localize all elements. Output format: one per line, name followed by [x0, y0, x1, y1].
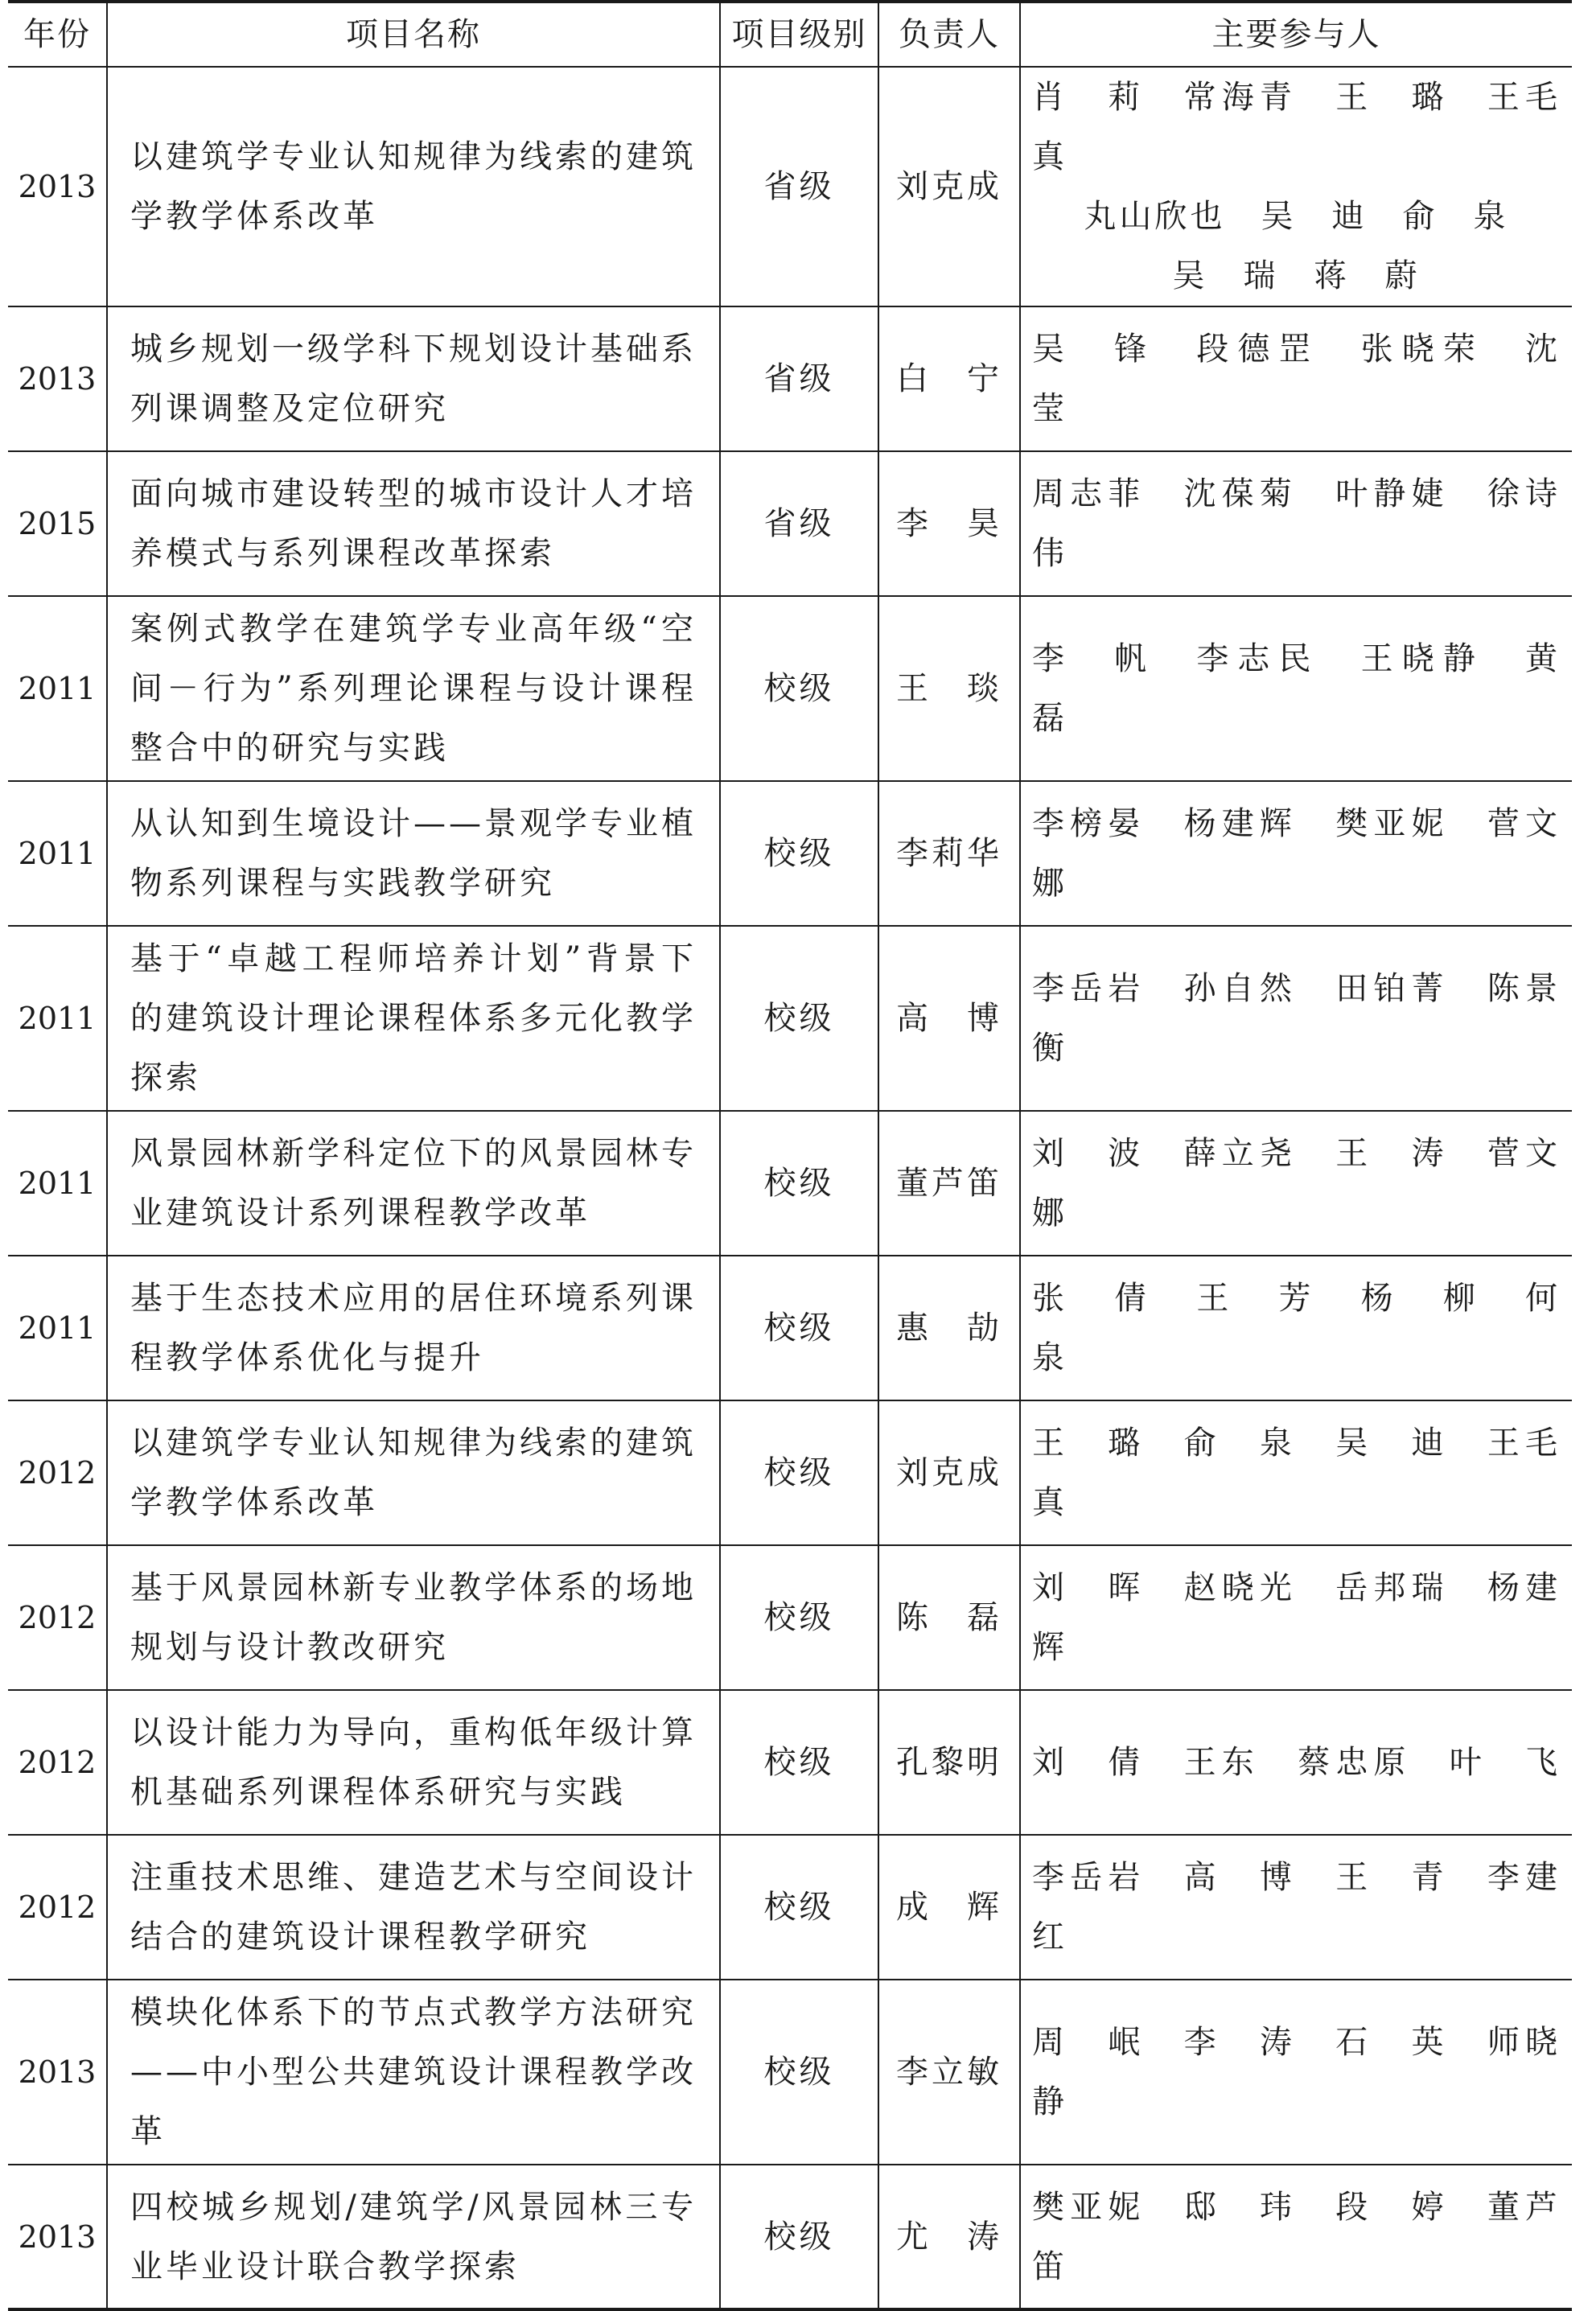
- members-line: 周志菲 沈葆菊 叶静婕 徐诗伟: [1032, 475, 1561, 572]
- cell-year: 2011: [8, 926, 107, 1111]
- table-row: [8, 67, 1572, 306]
- table-row: [8, 781, 1572, 926]
- cell-project-name: 风景园林新学科定位下的风景园林专业建筑设计系列课程教学改革: [107, 1111, 720, 1256]
- cell-project-level: 校级: [720, 1690, 878, 1835]
- cell-project-name: 面向城市建设转型的城市设计人才培养模式与系列课程改革探索: [107, 451, 720, 596]
- table-row: [8, 596, 1572, 781]
- members-line: 周 岷 李 涛 石 英 师晓静: [1032, 2024, 1561, 2120]
- members-line: 李榜晏 杨建辉 樊亚妮 菅文娜: [1032, 805, 1561, 902]
- projects-table: [8, 0, 1596, 2311]
- cell-project-level: 校级: [720, 1835, 878, 1980]
- cell-project-name: 以设计能力为导向，重构低年级计算机基础系列课程体系研究与实践: [107, 1690, 720, 1835]
- cell-leader: 董芦笛: [878, 1111, 1020, 1256]
- cell-members: [1020, 67, 1572, 306]
- table-row: [8, 1400, 1572, 1545]
- cell-year: 2013: [8, 2165, 107, 2309]
- header-members: 主要参与人: [1020, 2, 1572, 67]
- members-line: 吴 锋 段德罡 张晓荣 沈 莹: [1032, 331, 1596, 427]
- cell-project-name: 基于风景园林新专业教学体系的场地规划与设计教改研究: [107, 1545, 720, 1690]
- members-line: 张 倩 王 芳 杨 柳 何 泉: [1032, 1280, 1596, 1376]
- table-row: [8, 306, 1572, 451]
- members-line: 吴 瑞 蒋 蔚: [1172, 257, 1421, 294]
- cell-year: 2013: [8, 306, 107, 451]
- cell-project-level: 省级: [720, 306, 878, 451]
- cell-leader: 惠 劼: [878, 1256, 1020, 1400]
- table-row: [8, 1835, 1572, 1980]
- cell-project-name: 注重技术思维、建造艺术与空间设计结合的建筑设计课程教学研究: [107, 1835, 720, 1980]
- cell-year: 2012: [8, 1690, 107, 1835]
- members-line: 李岳岩 孙自然 田铂菁 陈景衡: [1032, 970, 1561, 1067]
- cell-project-level: 校级: [720, 781, 878, 926]
- members-line: 丸山欣也 吴 迪 俞 泉: [1084, 198, 1509, 235]
- cell-members: [1020, 1545, 1572, 1690]
- cell-year: 2012: [8, 1835, 107, 1980]
- cell-members: [1020, 596, 1596, 781]
- table-row: [8, 451, 1572, 596]
- header-row: [8, 2, 1572, 67]
- cell-year: 2011: [8, 1111, 107, 1256]
- table-row: [8, 926, 1572, 1111]
- cell-year: 2013: [8, 67, 107, 306]
- cell-members: [1020, 781, 1572, 926]
- cell-leader: 陈 磊: [878, 1545, 1020, 1690]
- cell-leader: 刘克成: [878, 67, 1020, 306]
- header-leader: 负责人: [878, 2, 1020, 67]
- cell-project-level: 校级: [720, 1545, 878, 1690]
- table-row: [8, 1545, 1572, 1690]
- cell-project-name: 城乡规划一级学科下规划设计基础系列课调整及定位研究: [107, 306, 720, 451]
- cell-project-level: 校级: [720, 1256, 878, 1400]
- members-line: 李岳岩 高 博 王 青 李建红: [1032, 1859, 1561, 1955]
- cell-members: [1020, 926, 1572, 1111]
- cell-leader: 成 辉: [878, 1835, 1020, 1980]
- cell-project-level: 校级: [720, 1400, 878, 1545]
- cell-project-level: 省级: [720, 67, 878, 306]
- table-row: [8, 1690, 1572, 1835]
- members-line: 刘 波 薛立尧 王 涛 菅文娜: [1032, 1135, 1561, 1232]
- table-row: [8, 1980, 1572, 2165]
- cell-leader: 刘克成: [878, 1400, 1020, 1545]
- cell-project-level: 校级: [720, 926, 878, 1111]
- cell-members: [1020, 1835, 1572, 1980]
- members-line: 王 璐 俞 泉 吴 迪 王毛真: [1032, 1425, 1561, 1521]
- cell-year: 2011: [8, 781, 107, 926]
- header-project-level: 项目级别: [720, 2, 878, 67]
- cell-leader: 李立敏: [878, 1980, 1020, 2165]
- members-line: 肖 莉 常海青 王 璐 王毛真: [1032, 79, 1561, 175]
- cell-leader: 尤 涛: [878, 2165, 1020, 2309]
- cell-project-level: 校级: [720, 2165, 878, 2309]
- cell-project-level: 校级: [720, 1980, 878, 2165]
- members-line: 李 帆 李志民 王晓静 黄 磊: [1032, 640, 1596, 737]
- cell-leader: 李莉华: [878, 781, 1020, 926]
- cell-leader: 李 昊: [878, 451, 1020, 596]
- cell-project-level: 省级: [720, 451, 878, 596]
- cell-project-level: 校级: [720, 1111, 878, 1256]
- cell-year: 2012: [8, 1400, 107, 1545]
- cell-project-name: 案例式教学在建筑学专业高年级“空间－行为”系列理论课程与设计课程整合中的研究与实践: [107, 596, 720, 781]
- cell-leader: 白 宁: [878, 306, 1020, 451]
- cell-members: [1020, 1111, 1572, 1256]
- cell-project-name: 基于“卓越工程师培养计划”背景下的建筑设计理论课程体系多元化教学探索: [107, 926, 720, 1111]
- table-body: [8, 67, 1596, 2309]
- table-row: [8, 1256, 1572, 1400]
- cell-project-name: 以建筑学专业认知规律为线索的建筑学教学体系改革: [107, 67, 720, 306]
- table-row: [8, 1111, 1572, 1256]
- cell-members: [1020, 1400, 1572, 1545]
- cell-members: [1020, 1690, 1572, 1835]
- cell-members: [1020, 1256, 1596, 1400]
- cell-leader: 王 琰: [878, 596, 1020, 781]
- cell-year: 2011: [8, 596, 107, 781]
- cell-year: 2013: [8, 1980, 107, 2165]
- cell-year: 2012: [8, 1545, 107, 1690]
- cell-project-level: 校级: [720, 596, 878, 781]
- table-row: [8, 2165, 1572, 2309]
- cell-project-name: 模块化体系下的节点式教学方法研究——中小型公共建筑设计课程教学改革: [107, 1980, 720, 2165]
- cell-project-name: 从认知到生境设计——景观学专业植物系列课程与实践教学研究: [107, 781, 720, 926]
- cell-members: [1020, 2165, 1572, 2309]
- members-line: 刘 倩 王东 蔡忠原 叶 飞: [1032, 1744, 1561, 1781]
- cell-leader: 高 博: [878, 926, 1020, 1111]
- cell-project-name: 四校城乡规划/建筑学/风景园林三专业毕业设计联合教学探索: [107, 2165, 720, 2309]
- members-line: 樊亚妮 邸 玮 段 婷 董芦笛: [1032, 2188, 1561, 2285]
- header-year: 年份: [8, 2, 107, 67]
- cell-leader: 孔黎明: [878, 1690, 1020, 1835]
- header-project-name: 项目名称: [107, 2, 720, 67]
- members-line: 刘 晖 赵晓光 岳邦瑞 杨建辉: [1032, 1569, 1561, 1666]
- cell-year: 2011: [8, 1256, 107, 1400]
- cell-members: [1020, 306, 1596, 451]
- cell-members: [1020, 1980, 1572, 2165]
- cell-project-name: 以建筑学专业认知规律为线索的建筑学教学体系改革: [107, 1400, 720, 1545]
- cell-project-name: 基于生态技术应用的居住环境系列课程教学体系优化与提升: [107, 1256, 720, 1400]
- cell-year: 2015: [8, 451, 107, 596]
- cell-members: [1020, 451, 1572, 596]
